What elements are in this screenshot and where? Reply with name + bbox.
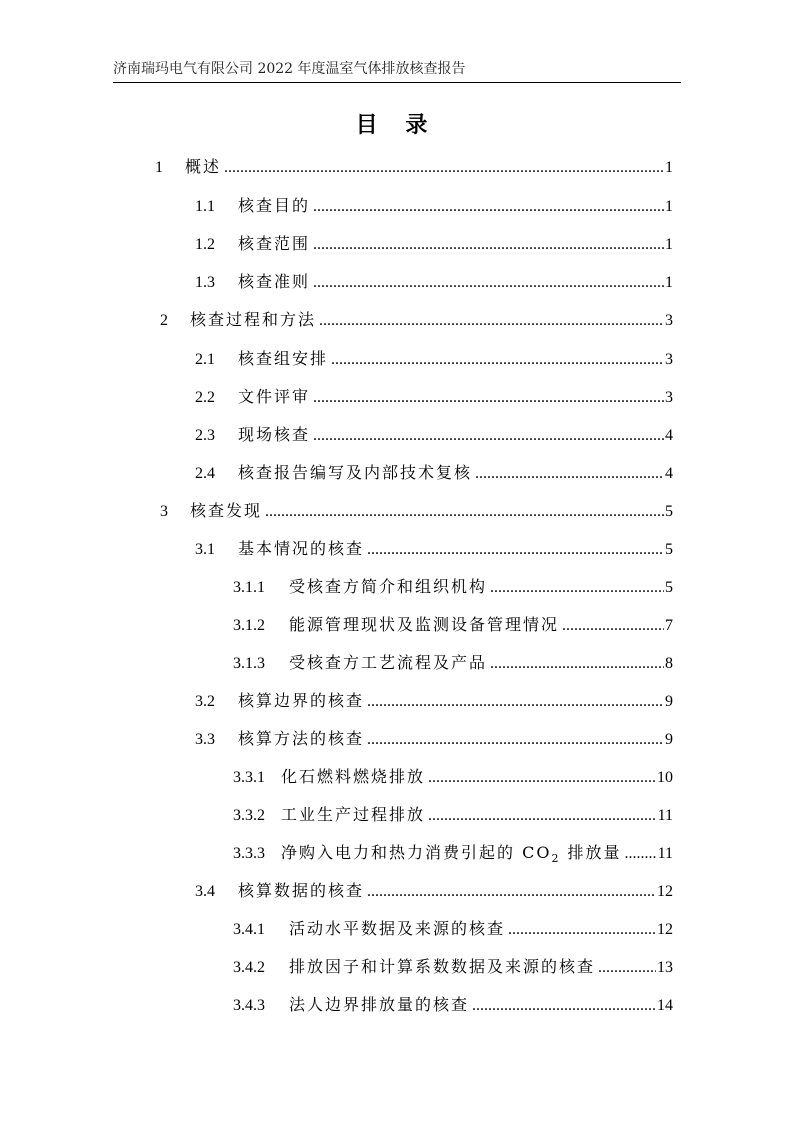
toc-leader [367, 880, 656, 904]
toc-leader [224, 156, 664, 180]
toc-label: 核查目的 [238, 196, 311, 215]
toc-number: 1.3 [195, 274, 215, 291]
toc-number: 3.4.2 [233, 959, 265, 976]
toc-leader [428, 766, 656, 790]
toc-page-number: 3 [665, 312, 673, 329]
toc-label: 能源管理现状及监测设备管理情况 [289, 615, 560, 634]
toc-leader [472, 994, 656, 1018]
toc-number: 3.1 [195, 541, 215, 558]
toc-leader [562, 614, 664, 638]
toc-label: 化石燃料燃烧排放 [281, 767, 426, 786]
toc-page-number: 9 [665, 731, 673, 748]
toc-number: 3.3 [195, 731, 215, 748]
toc-entry-2-1[interactable] [195, 347, 673, 371]
toc-page-number: 11 [657, 807, 673, 824]
toc-leader [625, 842, 657, 866]
toc-leader [508, 918, 656, 942]
toc-page-number: 12 [657, 883, 673, 900]
toc-leader [490, 652, 664, 676]
toc-entry-3-4-1[interactable] [233, 917, 673, 941]
toc-label: 核算边界的核查 [238, 691, 365, 710]
toc-page-number: 8 [665, 655, 673, 672]
toc-entry-3[interactable] [160, 499, 673, 523]
toc-entry-3-3-1[interactable] [233, 765, 673, 789]
toc-page-number: 7 [665, 617, 673, 634]
page-header [113, 60, 681, 83]
toc-entry-3-1-3[interactable] [233, 651, 673, 675]
toc-label: 现场核查 [238, 425, 311, 444]
toc-number: 3.3.2 [233, 807, 265, 824]
toc-number: 3.2 [195, 693, 215, 710]
toc-label-part: 净购入电力和热力消费引起的 CO [281, 843, 552, 862]
toc-leader [475, 462, 664, 486]
toc-page-number: 3 [665, 351, 673, 368]
toc-page-number: 14 [657, 997, 673, 1014]
toc-entry-3-4-3[interactable] [233, 993, 673, 1017]
toc-entry-2-2[interactable] [195, 385, 673, 409]
toc-entry-3-2[interactable] [195, 689, 673, 713]
toc-leader [367, 728, 664, 752]
toc-number: 1.1 [195, 198, 215, 215]
toc-page-number: 4 [665, 465, 673, 482]
toc-number: 3.1.1 [233, 579, 265, 596]
toc-number: 3.1.3 [233, 655, 265, 672]
toc-label: 基本情况的核查 [238, 539, 365, 558]
toc-number: 3.4.3 [233, 997, 265, 1014]
toc-number: 3.3.3 [233, 845, 265, 862]
toc-number: 2.1 [195, 351, 215, 368]
toc-leader [265, 500, 664, 524]
toc-page-number: 4 [665, 427, 673, 444]
toc-number: 2.4 [195, 465, 215, 482]
toc-label: 概述 [185, 157, 222, 176]
toc-entry-3-1-2[interactable] [233, 613, 673, 637]
toc-label-part: 排放量 [560, 843, 622, 862]
toc-number: 3.4 [195, 883, 215, 900]
subscript: 2 [551, 852, 561, 865]
header-text: 济南瑞玛电气有限公司 2022 年度温室气体排放核查报告 [113, 61, 466, 77]
toc-entry-1-2[interactable] [195, 232, 673, 256]
toc-number: 3.1.2 [233, 617, 265, 634]
toc-leader [313, 424, 664, 448]
toc-number: 3 [160, 503, 168, 520]
toc-entry-1[interactable] [155, 155, 673, 179]
toc-leader [428, 804, 657, 828]
toc-label: 受核查方工艺流程及产品 [289, 653, 488, 672]
toc-page-number: 5 [665, 503, 673, 520]
toc-label: 核查组安排 [238, 349, 329, 368]
toc-entry-3-1[interactable] [195, 537, 673, 561]
toc-label: 核查范围 [238, 234, 311, 253]
toc-page-number: 5 [665, 579, 673, 596]
toc-number: 1 [155, 159, 163, 176]
toc-number: 2.2 [195, 389, 215, 406]
toc-page-number: 5 [665, 541, 673, 558]
toc-label: 核算方法的核查 [238, 729, 365, 748]
toc-page-number: 11 [657, 845, 673, 862]
toc-number: 1.2 [195, 236, 215, 253]
toc-page-number: 1 [665, 274, 673, 291]
toc-entry-3-4[interactable] [195, 879, 673, 903]
toc-number: 2.3 [195, 427, 215, 444]
toc-entry-3-3[interactable] [195, 727, 673, 751]
toc-page-number: 1 [665, 198, 673, 215]
toc-entry-3-4-2[interactable] [233, 955, 673, 979]
toc-number: 3.4.1 [233, 921, 265, 938]
toc-entry-2-3[interactable] [195, 423, 673, 447]
toc-leader [319, 309, 664, 333]
toc-entry-1-3[interactable] [195, 270, 673, 294]
toc-page-number: 12 [657, 921, 673, 938]
toc-label: 核查准则 [238, 272, 311, 291]
toc-label: 核查发现 [190, 501, 263, 520]
toc-leader [313, 233, 664, 257]
toc-entry-2-4[interactable] [195, 461, 673, 485]
toc-label: 文件评审 [238, 387, 311, 406]
toc-title: 目 录 [355, 112, 438, 138]
toc-leader [313, 195, 664, 219]
toc-label: 受核查方简介和组织机构 [289, 577, 488, 596]
toc-leader [313, 271, 664, 295]
toc-page-number: 1 [665, 236, 673, 253]
toc-leader [367, 690, 664, 714]
toc-label [281, 841, 622, 865]
toc-label: 核算数据的核查 [238, 881, 365, 900]
toc-entry-3-3-2[interactable] [233, 803, 673, 827]
toc-page-number: 1 [665, 159, 673, 176]
toc-leader [313, 386, 664, 410]
toc-entry-2[interactable] [160, 308, 673, 332]
toc-page-number: 9 [665, 693, 673, 710]
toc-entry-3-1-1[interactable] [233, 575, 673, 599]
toc-page-number: 3 [665, 389, 673, 406]
toc-label: 工业生产过程排放 [281, 805, 426, 824]
toc-leader [331, 348, 664, 372]
toc-leader [490, 576, 664, 600]
toc-leader [367, 538, 664, 562]
toc-label: 法人边界排放量的核查 [289, 995, 470, 1014]
toc-entry-3-3-3[interactable] [233, 841, 673, 865]
toc-number: 2 [160, 312, 168, 329]
toc-leader [598, 956, 656, 980]
toc-label: 核查过程和方法 [190, 310, 317, 329]
toc-page-number: 10 [657, 769, 673, 786]
toc-label: 排放因子和计算系数数据及来源的核查 [289, 957, 596, 976]
toc-number: 3.3.1 [233, 769, 265, 786]
toc-label: 活动水平数据及来源的核查 [289, 919, 506, 938]
toc-entry-1-1[interactable] [195, 194, 673, 218]
toc-label: 核查报告编写及内部技术复核 [238, 463, 473, 482]
toc-page-number: 13 [657, 959, 673, 976]
